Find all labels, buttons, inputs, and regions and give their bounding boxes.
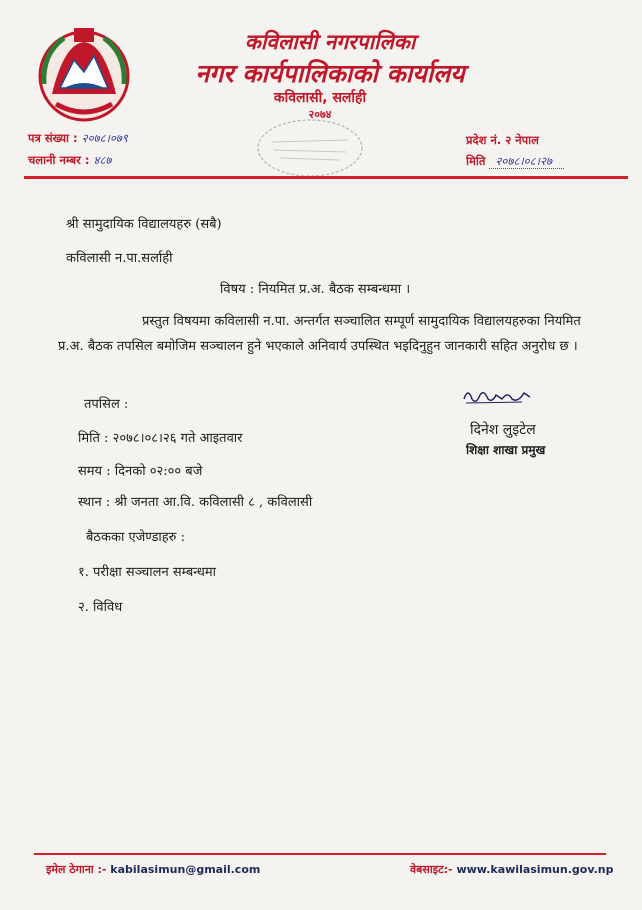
date-label: मिति xyxy=(466,154,486,168)
email-link[interactable]: kabilasimun@gmail.com xyxy=(110,863,261,876)
recipient: श्री सामुदायिक विद्यालयहरु (सबै) xyxy=(66,217,222,232)
meeting-place: स्थान : श्री जनता आ.वि. कविलासी ८ , कविलासी xyxy=(78,495,313,510)
handwritten-signature xyxy=(462,385,532,407)
agenda-item: २. विविध xyxy=(78,600,123,615)
office-location: कविलासी, सर्लाही xyxy=(273,90,367,106)
website-link[interactable]: www.kawilasimun.gov.np xyxy=(456,863,614,876)
meeting-date: मिति : २०७८।०८।२६ गते आइतवार xyxy=(78,431,243,446)
dispatch-number-value: ४८७ xyxy=(93,153,112,167)
header-divider xyxy=(24,176,628,179)
date-value: २०७८।०८।२७ xyxy=(489,154,564,169)
subject-line: विषय : नियमित प्र.अ. बैठक सम्बन्धमा । xyxy=(220,282,411,297)
recipient-address: कविलासी न.पा.सर्लाही xyxy=(66,251,173,266)
province-label: प्रदेश नं. २ नेपाल xyxy=(466,133,539,147)
tapsil-label: तपसिल : xyxy=(84,397,129,412)
dispatch-number-label: चलानी नम्बर : xyxy=(28,153,90,167)
signatory-title: शिक्षा शाखा प्रमुख xyxy=(466,443,546,457)
ref-number-label: पत्र संख्या : xyxy=(28,131,78,145)
email-label: इमेल ठेगाना :- xyxy=(46,863,107,876)
footer-website xyxy=(410,862,613,877)
office-name: नगर कार्यपालिकाको कार्यालय xyxy=(195,59,465,88)
established-year: २०७४ xyxy=(308,108,332,121)
body-paragraph: प्रस्तुत विषयमा कविलासी न.पा. अन्तर्गत सञ्चालित सम्पूर्ण सामुदायिक विद्यालयहरुका नियमित प्र.अ. बैठक तपसिल बमोजिम सञ्चालन हुने भएकाले अनिवार्य उपस्थित भइदिनुहुन जानकारी सहित अनुरोध छ । xyxy=(58,314,581,354)
nepal-emblem-logo xyxy=(34,24,134,124)
website-label: वेबसाइट:- xyxy=(410,863,453,876)
agenda-item: १. परीक्षा सञ्चालन सम्बन्धमा xyxy=(78,565,216,580)
ref-number xyxy=(28,131,128,146)
office-stamp xyxy=(250,110,370,180)
municipality-name: कविलासी नगरपालिका xyxy=(244,30,416,54)
agenda-label: बैठकका एजेण्डाहरु : xyxy=(86,530,185,545)
dispatch-number xyxy=(28,153,111,168)
footer-email xyxy=(46,862,260,877)
meeting-time: समय : दिनको ०२:०० बजे xyxy=(78,464,203,479)
letter-date xyxy=(466,154,564,169)
footer-divider xyxy=(34,853,606,855)
signatory-name: दिनेश लुइटेल xyxy=(470,422,536,438)
ref-number-value: २०७८।०७९ xyxy=(81,131,128,145)
